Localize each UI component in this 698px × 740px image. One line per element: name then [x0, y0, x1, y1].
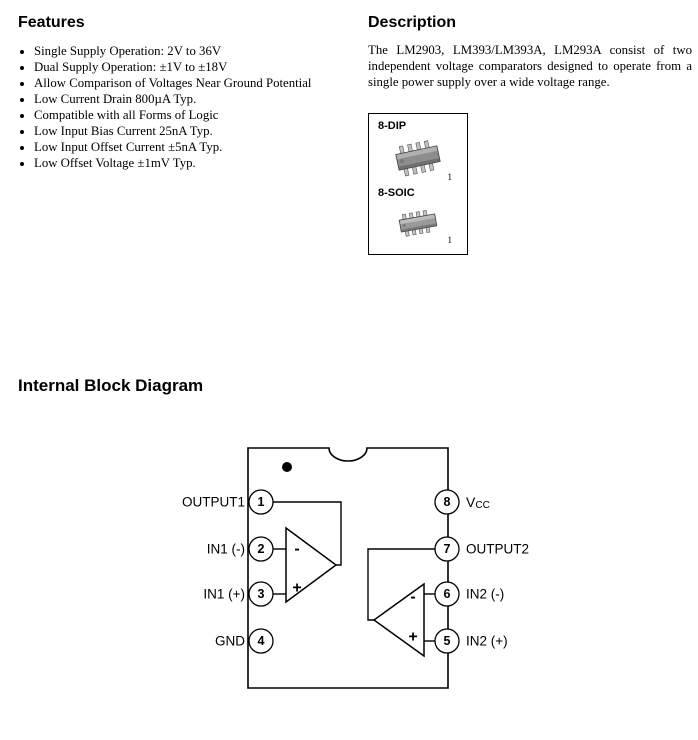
opamp2-plus-sign: + [408, 628, 418, 646]
pin-label-in2-plus: IN2 (+) [466, 633, 508, 649]
pin-label-gnd: GND [215, 633, 245, 649]
feature-item: • Low Input Bias Current 25nA Typ. [34, 123, 353, 139]
pin-label-output2: OUTPUT2 [466, 541, 530, 557]
pin-number-2: 2 [257, 542, 265, 556]
description-body: The LM2903, LM393/LM393A, LM293A consist of two independent voltage comparators designed to operate from a single power supply over a wide voltage range. [368, 43, 692, 89]
dip-pin1-marker: 1 [447, 172, 452, 182]
pin-number-4: 4 [257, 634, 265, 648]
feature-item: • Low Current Drain 800µA Typ. [34, 91, 353, 107]
feature-item: • Low Input Offset Current ±5nA Typ. [34, 139, 353, 155]
pin-label-output1: OUTPUT1 [181, 494, 245, 510]
opamp1-minus-sign: - [294, 540, 300, 558]
pin-number-7: 7 [443, 542, 451, 556]
block-diagram-title: Internal Block Diagram [18, 376, 204, 396]
feature-item: • Low Offset Voltage ±1mV Typ. [34, 155, 353, 171]
feature-item: • Compatible with all Forms of Logic [34, 107, 353, 123]
pin-number-1: 1 [257, 495, 265, 509]
pin-number-5: 5 [443, 634, 451, 648]
dip-package-label: 8-DIP [378, 120, 407, 132]
opamp1-plus-sign: + [292, 579, 302, 597]
pin-number-3: 3 [257, 587, 265, 601]
feature-item: • Dual Supply Operation: ±1V to ±18V [34, 59, 353, 75]
features-title: Features [18, 14, 85, 31]
pin-label-in1-plus: IN1 (+) [203, 586, 245, 602]
pin-label-in2-minus: IN2 (-) [466, 586, 505, 602]
pin1-indicator-dot [282, 462, 292, 472]
pin-label-vcc: $V_{CC}$ [466, 494, 490, 511]
soic-pin1-marker: 1 [447, 235, 452, 245]
pin-label-in1-minus: IN1 (-) [206, 541, 245, 557]
feature-item: • Single Supply Operation: 2V to 36V [34, 43, 353, 59]
soic-package-label: 8-SOIC [378, 187, 415, 199]
opamp2-minus-sign: - [410, 588, 416, 606]
description-title: Description [368, 14, 457, 31]
pin-number-6: 6 [443, 587, 451, 601]
pin-number-8: 8 [443, 495, 451, 509]
feature-item: • Allow Comparison of Voltages Near Ground Potential [34, 75, 353, 91]
